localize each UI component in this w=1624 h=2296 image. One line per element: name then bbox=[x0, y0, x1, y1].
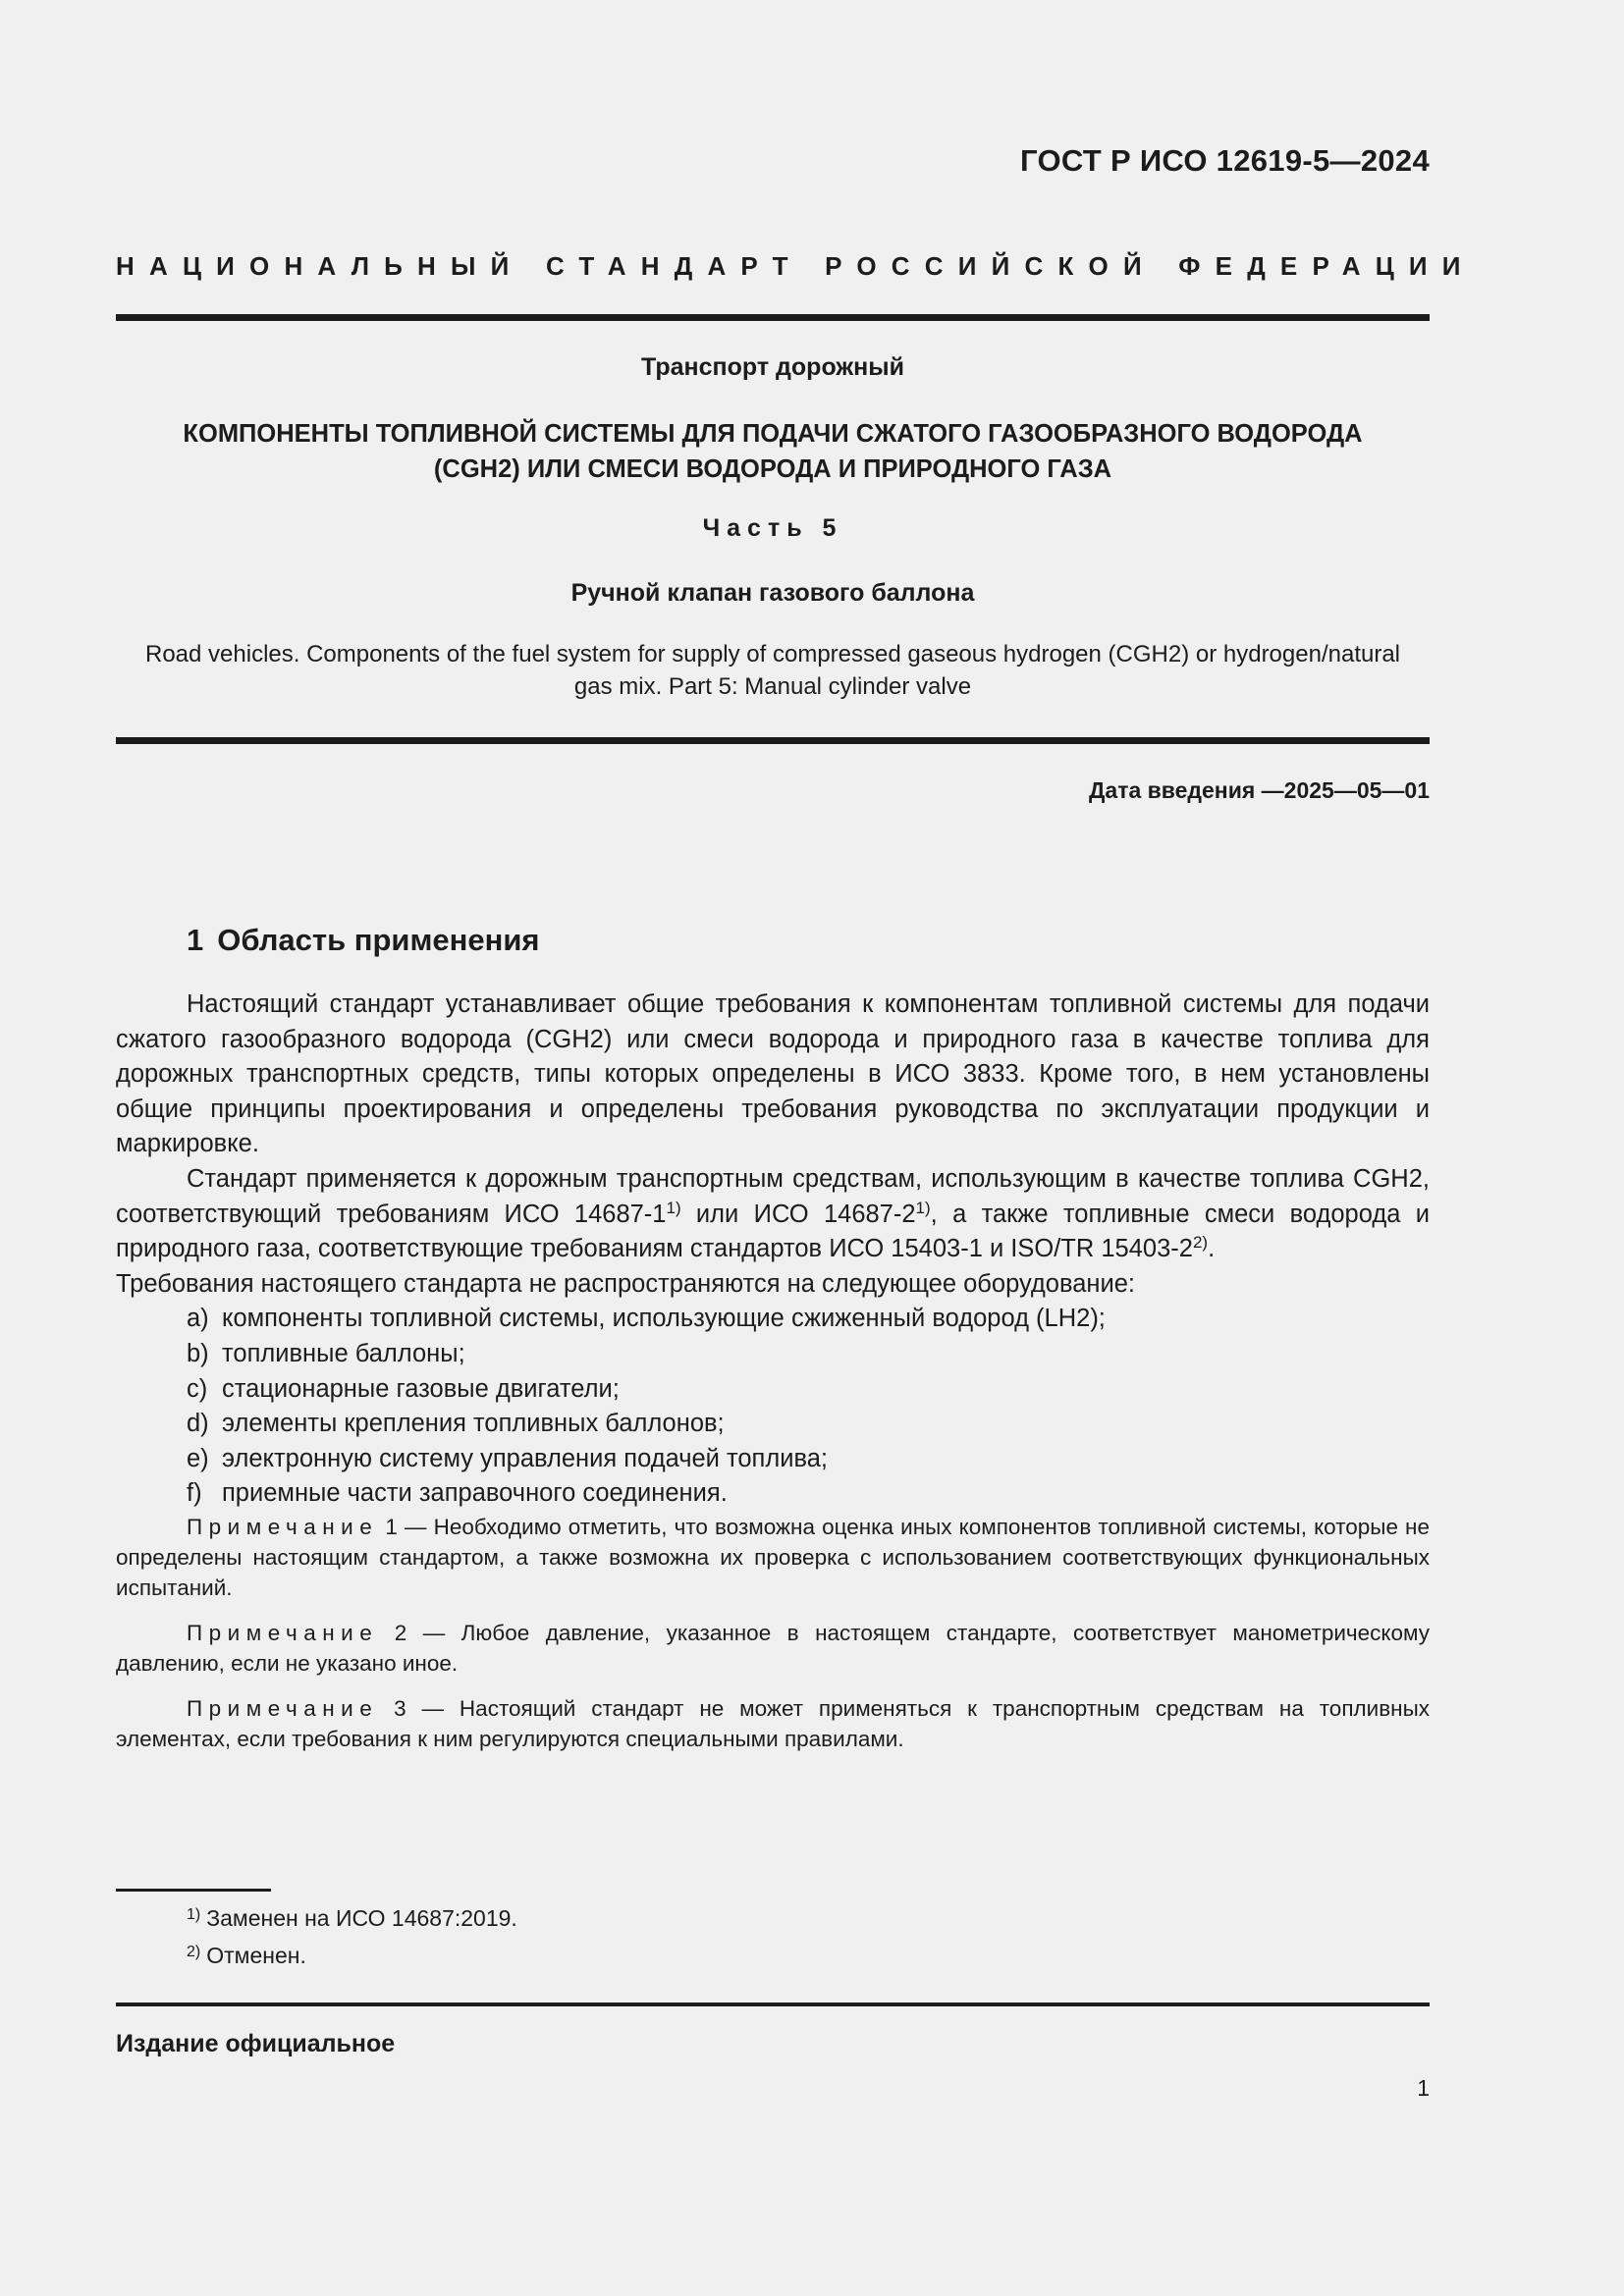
section-heading bbox=[187, 923, 540, 958]
english-title bbox=[116, 638, 1430, 703]
title-block-rule bbox=[116, 737, 1430, 744]
section-number: 1 bbox=[187, 923, 204, 957]
document-page bbox=[116, 0, 1476, 2296]
footnote-text: Отменен. bbox=[206, 1943, 306, 1968]
paragraph-2-part-a: Стандарт применяется к дорожным транспортным средствам, использующим в качестве топлива CGH2, соответствующий требованиям ИСО 14687-1 bbox=[116, 1164, 1430, 1228]
list-item bbox=[116, 1372, 1430, 1408]
list-item bbox=[116, 1407, 1430, 1442]
part-title: Ручной клапан газового баллона bbox=[570, 579, 975, 607]
footnotes bbox=[187, 1899, 517, 1974]
english-title-line-2: gas mix. Part 5: Manual cylinder valve bbox=[573, 673, 972, 700]
list-item bbox=[116, 1442, 1430, 1477]
list-item-mark: b) bbox=[187, 1339, 209, 1367]
note-text: 1 — Необходимо отметить, что возможна оценка иных компонентов топливной системы, которые не определены настоящим стандартом, а также возможна их проверка с использованием соответствующих функциональных испытаний. bbox=[116, 1514, 1430, 1600]
title-line-2: (CGH2) ИЛИ СМЕСИ ВОДОРОДА И ПРИРОДНОГО ГАЗА bbox=[433, 455, 1112, 483]
introduction-date: Дата введения —2025—05—01 bbox=[1089, 777, 1430, 803]
footnote-text: Заменен на ИСО 14687:2019. bbox=[206, 1905, 517, 1931]
document-title bbox=[116, 416, 1430, 487]
list-item-mark: d) bbox=[187, 1410, 209, 1438]
paragraph-2-part-c: , а также топливные смеси водорода и природного газа, соответствующие требованиям стандартов ИСО 15403-1 и ISO/TR 15403-2 bbox=[116, 1200, 1430, 1263]
paragraph-2 bbox=[116, 1162, 1430, 1267]
paragraph-3: Требования настоящего стандарта не распространяются на следующее оборудование: bbox=[116, 1269, 1135, 1298]
list-item-text: стационарные газовые двигатели; bbox=[222, 1374, 620, 1403]
footnote-ref-1b: 1) bbox=[915, 1198, 931, 1217]
paragraph-2-part-b: или ИСО 14687-2 bbox=[680, 1200, 916, 1228]
title-line-1: КОМПОНЕНТЫ ТОПЛИВНОЙ СИСТЕМЫ ДЛЯ ПОДАЧИ СЖАТОГО ГАЗООБРАЗНОГО ВОДОРОДА bbox=[183, 420, 1363, 448]
paragraph-2-part-d: . bbox=[1208, 1235, 1216, 1263]
list-item-mark: c) bbox=[187, 1374, 208, 1403]
note-text: 2 — Любое давление, указанное в настоящем стандарте, соответствует манометрическому давлению, если не указано иное. bbox=[116, 1620, 1430, 1676]
note-text: 3 — Настоящий стандарт не может применяться к транспортным средствам на топливных элементах, если требования к ним регулируются специальными правилами. bbox=[116, 1695, 1430, 1751]
footer-rule bbox=[116, 2002, 1430, 2006]
note-label: Примечание bbox=[187, 1620, 379, 1645]
footnote-item bbox=[187, 1937, 517, 1974]
list-item bbox=[116, 1302, 1430, 1337]
list-item bbox=[116, 1337, 1430, 1372]
part-label: Часть 5 bbox=[702, 514, 843, 542]
footnote-mark: 2) bbox=[187, 1944, 201, 1960]
subject-heading: Транспорт дорожный bbox=[641, 353, 904, 381]
note-label: Примечание bbox=[187, 1695, 379, 1721]
note-2 bbox=[116, 1618, 1430, 1679]
list-item-text: топливные баллоны; bbox=[222, 1339, 465, 1367]
list-item-mark: f) bbox=[187, 1479, 202, 1508]
note-label: Примечание bbox=[187, 1514, 379, 1539]
list-item-mark: a) bbox=[187, 1305, 209, 1333]
exclusion-list bbox=[116, 1302, 1430, 1512]
page-number: 1 bbox=[1417, 2075, 1430, 2101]
footnote-ref-1: 1) bbox=[666, 1198, 681, 1217]
top-rule bbox=[116, 314, 1430, 321]
list-item-text: электронную систему управления подачей топлива; bbox=[222, 1444, 829, 1472]
footnote-separator bbox=[116, 1889, 271, 1892]
section-body bbox=[116, 988, 1430, 1754]
list-item bbox=[116, 1476, 1430, 1512]
section-title: Область применения bbox=[217, 923, 540, 957]
list-item-text: приемные части заправочного соединения. bbox=[222, 1479, 728, 1508]
footnote-mark: 1) bbox=[187, 1906, 201, 1923]
footnote-ref-2: 2) bbox=[1192, 1233, 1209, 1253]
english-title-line-1: Road vehicles. Components of the fuel system for supply of compressed gaseous hydrogen (CGH2) or hydrogen/natural bbox=[145, 641, 1400, 667]
footnote-item bbox=[187, 1899, 517, 1937]
national-standard-heading: НАЦИОНАЛЬНЫЙ СТАНДАРТ РОССИЙСКОЙ ФЕДЕРАЦИИ bbox=[116, 251, 1476, 281]
paragraph-1: Настоящий стандарт устанавливает общие требования к компонентам топливной системы для подачи сжатого газообразного водорода (CGH2) или смеси водорода и природного газа в качестве топлива для дорожных транспортных средств, типы которых определены в ИСО 3833. Кроме того, в нем установлены общие принципы проектирования и определены требования руководства по эксплуатации продукции и маркировке. bbox=[116, 990, 1430, 1158]
note-1 bbox=[116, 1512, 1430, 1603]
gost-code: ГОСТ Р ИСО 12619-5—2024 bbox=[1020, 143, 1430, 178]
official-edition: Издание официальное bbox=[116, 2030, 396, 2057]
note-3 bbox=[116, 1693, 1430, 1754]
list-item-text: компоненты топливной системы, использующие сжиженный водород (LH2); bbox=[222, 1305, 1106, 1333]
list-item-mark: e) bbox=[187, 1444, 209, 1472]
list-item-text: элементы крепления топливных баллонов; bbox=[222, 1410, 725, 1438]
